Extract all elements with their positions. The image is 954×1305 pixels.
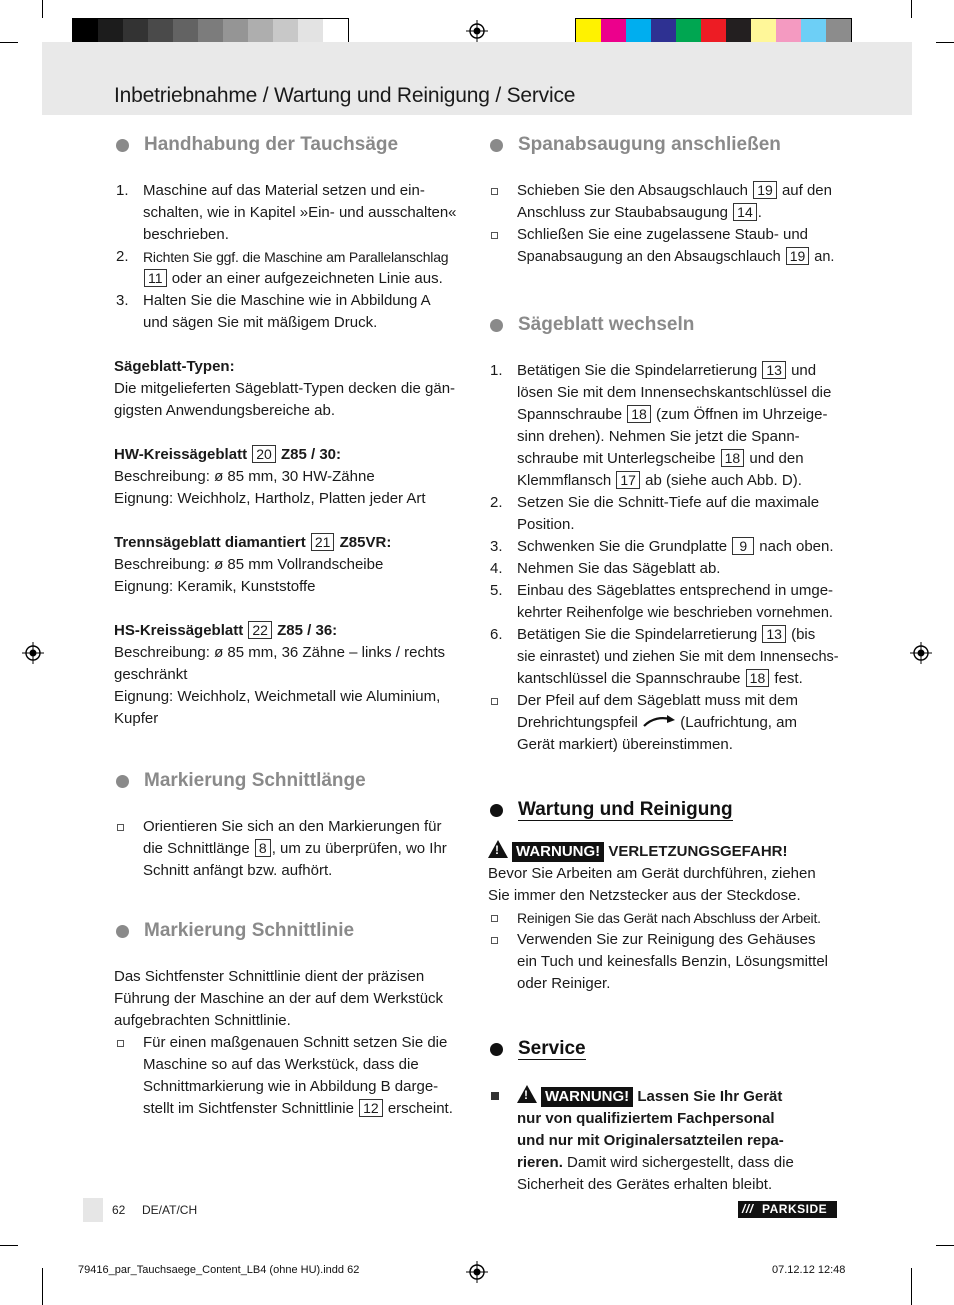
warning-triangle-icon — [517, 1085, 537, 1103]
checkbox-bullet-icon — [117, 824, 124, 831]
part-reference: 17 — [616, 471, 640, 489]
part-reference: 19 — [753, 181, 777, 199]
list-item: 3. Halten Sie die Maschine wie in Abbildung A und sägen Sie mit mäßigem Druck. — [116, 292, 431, 331]
part-reference: 19 — [786, 247, 810, 265]
checkbox-bullet-icon — [491, 232, 498, 239]
crop-mark — [911, 0, 912, 18]
part-reference: 13 — [762, 361, 786, 379]
list-item: 3. Schwenken Sie die Grundplatte 9 nach oben. — [490, 538, 834, 555]
crop-mark — [42, 1268, 43, 1305]
registration-mark-icon — [22, 642, 44, 664]
crop-mark — [911, 1268, 912, 1305]
date-slug: 07.12.12 12:48 — [772, 1264, 846, 1276]
list-item: Verwenden Sie zur Reinigung des Gehäuses ein Tuch und keinesfalls Benzin, Lösungsmittel oder Reiniger. — [488, 929, 844, 995]
checkbox-bullet-icon — [491, 915, 498, 922]
section-heading-handhabung: Handhabung der Tauchsäge — [114, 130, 468, 160]
rotation-arrow-icon — [642, 714, 676, 728]
blade-trenn-title: Trennsägeblatt diamantiert 21 Z85VR: — [114, 534, 392, 551]
checkbox-bullet-icon — [117, 1040, 124, 1047]
part-reference: 8 — [255, 839, 271, 857]
file-slug: 79416_par_Tauchsaege_Content_LB4 (ohne HU).indd 62 — [78, 1264, 360, 1276]
list-item: 4. Nehmen Sie das Sägeblatt ab. — [490, 560, 721, 577]
checkbox-bullet-icon — [491, 698, 498, 705]
part-reference: 13 — [762, 625, 786, 643]
part-reference: 12 — [359, 1099, 383, 1117]
part-reference: 9 — [732, 537, 754, 555]
left-column: Handhabung der Tauchsäge 1. Maschine auf das Material setzen und ein- schalten, wie in Kapitel »Ein- und ausschalten« beschrieben. 2. Richten Sie ggf. die Maschine am Parallelanschlag 11 oder an einer aufgezeichneten Linie aus. 3. Halten Sie die Maschine wie in Abbildung A und sägen Sie mit mäßigem Druck. Sägeblatt-Typen: Die mitgelieferten Sägeblatt-Typen decken die gän- gigsten Anwendungsbereiche ab. HW-Kreissägeblatt 20 Z85 / 30: Beschreibung: ø 85 mm, 30 HW-Zähne Eignung: Weichholz, Hartholz, Platten jeder Art Trennsägeblatt diamantiert 21 Z85VR: Beschreibung: ø 85 mm Vollrandscheibe Eignung: Keramik, Kunststoffe HS-Kreissägeblatt 22 Z85 / 36: Beschreibung: ø 85 mm, 36 Zähne – links / rechts geschränkt Eignung: Weichholz, Weichmetall wie Aluminium, Kupfer Markierung Schnittlänge Orientieren Sie sich an den Markierungen für die Schnittlänge 8 , um zu überprüfen, wo Ihr Schnitt anfängt bzw. aufhört. Markierung Schnittlinie Das Sichtfenster Schnittlinie dient der präzisen Führung der Maschine an der auf dem Werkstück aufgebrachten Schnittlinie. Für einen maßgenauen Schnitt setzen Sie die Maschine so auf das Werkstück, dass die Schnittmarkierung wie in Abbildung B darge- stellt im Sichtfenster Schnittlinie 12 erscheint. — [114, 130, 468, 1120]
right-column: Spanabsaugung anschließen Schieben Sie den Absaugschlauch 19 auf den Anschluss zur Staubabsaugung 14 . Schließen Sie eine zugelassene Staub- und Spanabsaugung an den Absaugschlauch 19 an. Sägeblatt wechseln 1. Betätigen Sie die Spindelarretierung 13 und lösen Sie mit dem Innensechskantschlüssel die Spannschraube 18 (zum Öffnen im Uhrzeige- sinn drehen). Nehmen Sie jetzt die Spann- schraube mit Unterlegscheibe 18 und den Klemmflansch 17 ab (siehe auch Abb. D). 2. Setzen Sie die Schnitt-Tiefe auf die maximale Position. 3. Schwenken Sie die Grundplatte 9 nach oben. 4. Nehmen Sie das Sägeblatt ab. 5. Einbau des Sägeblattes entsprechend in umge- kehrter Reihenfolge wie beschrieben vornehmen. 6. Betätigen Sie die Spindelarretierung 13 (bis sie einrastet) und ziehen Sie mit dem Innensechs- kantschlüssel die Spannschraube 18 fest. Der Pfeil auf dem Sägeblatt muss mit dem Drehrichtungspfeil (Laufrichtung, am Gerät markiert) übereinstimmen. Wartung und Reinigung !WARNUNG! VERLETZUNGSGEFAHR! Bevor Sie Arbeiten am Gerät durchführen, ziehen Sie immer den Netzstecker aus der Steckdose. Reinigen Sie das Gerät nach Abschluss der Arbeit. Verwenden Sie zur Reinigung des Gehäuses ein Tuch und keinesfalls Benzin, Lösungsmittel oder Reiniger. Service !WARNUNG! Lassen Sie Ihr Gerät nur von qualifiziertem Fachpersonal und nur mit Originalersatzteilen repa- rieren. Damit wird sichergestellt, dass die Sicherheit des Gerätes erhalten bleibt. — [488, 130, 844, 1196]
list-item: 2. Setzen Sie die Schnitt-Tiefe auf die maximale Position. — [490, 494, 820, 533]
part-reference: 18 — [746, 669, 770, 687]
list-item: !WARNUNG! Lassen Sie Ihr Gerät nur von qualifiziertem Fachpersonal und nur mit Originalersatzteilen repa- rieren. Damit wird sichergestellt, dass die Sicherheit des Gerätes erhalten bleibt. — [488, 1085, 844, 1196]
list-item: 5. Einbau des Sägeblattes entsprechend in umge- kehrter Reihenfolge wie beschrieben vornehmen. — [490, 582, 834, 621]
list-item: Für einen maßgenauen Schnitt setzen Sie die Maschine so auf das Werkstück, dass die Schnittmarkierung wie in Abbildung B darge- stellt im Sichtfenster Schnittlinie 12 erscheint. — [114, 1032, 468, 1120]
page-number-box — [83, 1198, 103, 1222]
part-reference: 22 — [248, 621, 272, 639]
crop-mark — [936, 42, 954, 43]
list-item: 2. Richten Sie ggf. die Maschine am Parallelanschlag 11 oder an einer aufgezeichneten Linie aus. — [116, 248, 449, 287]
part-reference: 18 — [721, 449, 745, 467]
blade-hs-title: HS-Kreissägeblatt 22 Z85 / 36: — [114, 622, 338, 639]
crop-mark — [0, 1245, 18, 1246]
crop-mark — [936, 1245, 954, 1246]
list-item: Schließen Sie eine zugelassene Staub- und Spanabsaugung an den Absaugschlauch 19 an. — [488, 224, 844, 268]
section-heading-wartung: Wartung und Reinigung — [488, 796, 844, 826]
part-reference: 11 — [144, 269, 167, 287]
locale-label: DE/AT/CH — [142, 1203, 198, 1217]
part-reference: 18 — [627, 405, 651, 423]
part-reference: 21 — [311, 533, 335, 551]
list-item: Reinigen Sie das Gerät nach Abschluss der Arbeit. — [488, 907, 844, 929]
part-reference: 20 — [252, 445, 276, 463]
section-heading-wechseln: Sägeblatt wechseln — [488, 310, 844, 340]
crop-mark — [0, 42, 18, 43]
list-item: Schieben Sie den Absaugschlauch 19 auf den Anschluss zur Staubabsaugung 14 . — [488, 180, 844, 224]
list-item: 6. Betätigen Sie die Spindelarretierung 13 (bis sie einrastet) und ziehen Sie mit dem Innensechs- kantschlüssel die Spannschraube 18 fest. — [490, 626, 839, 687]
checkbox-bullet-icon — [491, 188, 498, 195]
page-number: 62 — [112, 1203, 126, 1217]
list-item: Der Pfeil auf dem Sägeblatt muss mit dem Drehrichtungspfeil (Laufrichtung, am Gerät markiert) übereinstimmen. — [488, 690, 844, 756]
checkbox-bullet-icon — [491, 937, 498, 944]
registration-mark-icon — [466, 20, 488, 42]
list-item: 1. Maschine auf das Material setzen und ein- schalten, wie in Kapitel »Ein- und ausschalten« beschrieben. — [116, 182, 457, 243]
square-bullet-icon — [491, 1092, 499, 1100]
blade-hw-title: HW-Kreissägeblatt 20 Z85 / 30: — [114, 446, 342, 463]
list-item: Orientieren Sie sich an den Markierungen für die Schnittlänge 8 , um zu überprüfen, wo Ihr Schnitt anfängt bzw. aufhört. — [114, 816, 468, 882]
part-reference: 14 — [733, 203, 757, 221]
brand-logo: /// PARKSIDE — [738, 1201, 837, 1218]
warning-line: !WARNUNG! VERLETZUNGSGEFAHR! — [488, 840, 844, 863]
blade-types-label: Sägeblatt-Typen: — [114, 358, 235, 375]
list-item: 1. Betätigen Sie die Spindelarretierung 13 und lösen Sie mit dem Innensechskantschlüssel die Spannschraube 18 (zum Öffnen im Uhrzeige- sinn drehen). Nehmen Sie jetzt die Spann- schraube mit Unterlegscheibe 18 und den Klemmflansch 17 ab (siehe auch Abb. D). — [490, 362, 832, 489]
page-title: Inbetriebnahme / Wartung und Reinigung / Service — [114, 84, 576, 107]
warning-badge: WARNUNG! — [541, 1087, 633, 1107]
registration-mark-icon — [910, 642, 932, 664]
warning-triangle-icon — [488, 840, 508, 858]
warning-badge: WARNUNG! — [512, 842, 604, 862]
crop-mark — [42, 0, 43, 18]
section-heading-service: Service — [488, 1035, 844, 1065]
section-heading-absaugung: Spanabsaugung anschließen — [488, 130, 844, 160]
registration-mark-icon — [466, 1261, 488, 1283]
section-heading-linie: Markierung Schnittlinie — [114, 916, 468, 946]
section-heading-laenge: Markierung Schnittlänge — [114, 766, 468, 796]
